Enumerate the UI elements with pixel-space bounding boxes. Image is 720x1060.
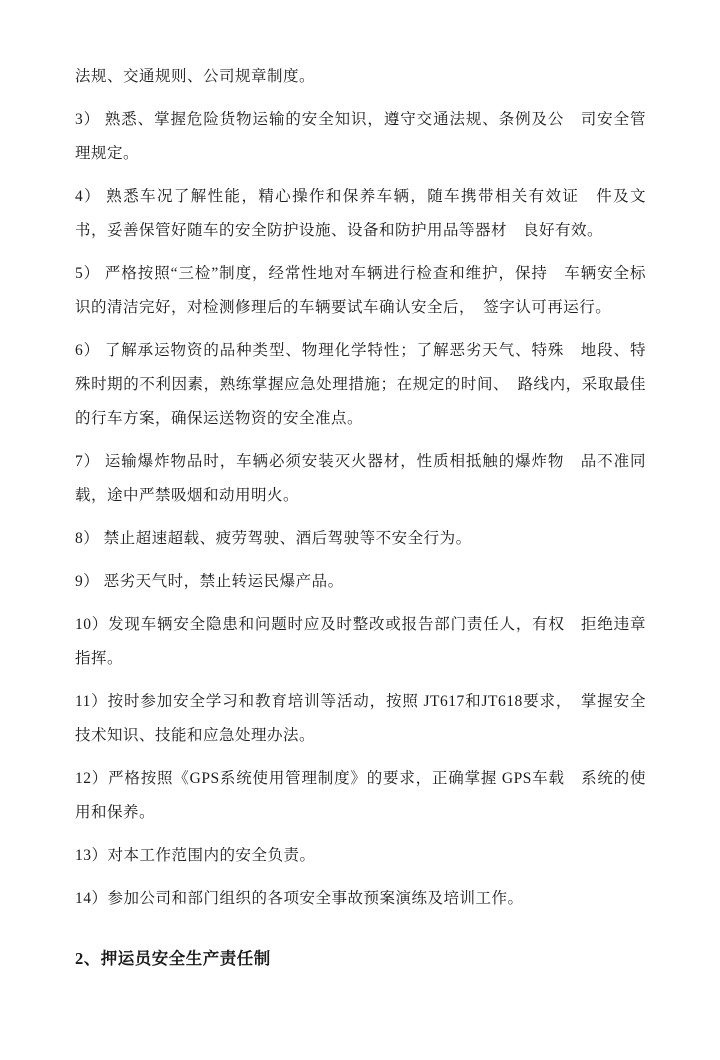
paragraph-item-11: 11）按时参加安全学习和教育培训等活动，按照 JT617和JT618要求， 掌握安全技术知识、技能和应急处理办法。 (75, 693, 646, 744)
paragraph-item-13: 13）对本工作范围内的安全负责。 (75, 847, 316, 864)
paragraph-item-4: 4） 熟悉车况了解性能，精心操作和保养车辆，随车携带相关有效证 件及文书，妥善保管好随车的安全防护设施、设备和防护用品等器材 良好有效。 (75, 188, 646, 239)
paragraph-item-9: 9） 恶劣天气时，禁止转运民爆产品。 (75, 573, 344, 590)
paragraph-item-12: 12）严格按照《GPS系统使用管理制度》的要求，正确掌握 GPS车载 系统的使用和保养。 (75, 770, 646, 821)
paragraph-continuation: 法规、交通规则、公司规章制度。 (75, 68, 316, 85)
paragraph-item-7: 7） 运输爆炸物品时，车辆必须安装灭火器材，性质相抵触的爆炸物 品不准同载，途中严禁吸烟和动用明火。 (75, 453, 646, 504)
paragraph-item-14: 14）参加公司和部门组织的各项安全事故预案演练及培训工作。 (75, 890, 524, 907)
paragraph-item-5: 5） 严格按照“三检”制度，经常性地对车辆进行检查和维护，保持 车辆安全标识的清洁完好，对检测修理后的车辆要试车确认安全后， 签字认可再运行。 (75, 265, 646, 316)
document-body (75, 60, 646, 976)
paragraph-item-6: 6） 了解承运物资的品种类型、物理化学特性；了解恶劣天气、特殊 地段、特殊时期的不利因素，熟练掌握应急处理措施；在规定的时间、 路线内，采取最佳的行车方案，确保运送物资的安全准点。 (75, 342, 646, 427)
paragraph-item-3: 3） 熟悉、掌握危险货物运输的安全知识，遵守交通法规、条例及公 司安全管理规定。 (75, 111, 646, 162)
paragraph-item-8: 8） 禁止超速超载、疲劳驾驶、酒后驾驶等不安全行为。 (75, 530, 472, 547)
section-heading: 2、押运员安全生产责任制 (75, 949, 271, 968)
paragraph-item-10: 10）发现车辆安全隐患和问题时应及时整改或报告部门责任人，有权 拒绝违章指挥。 (75, 616, 646, 667)
